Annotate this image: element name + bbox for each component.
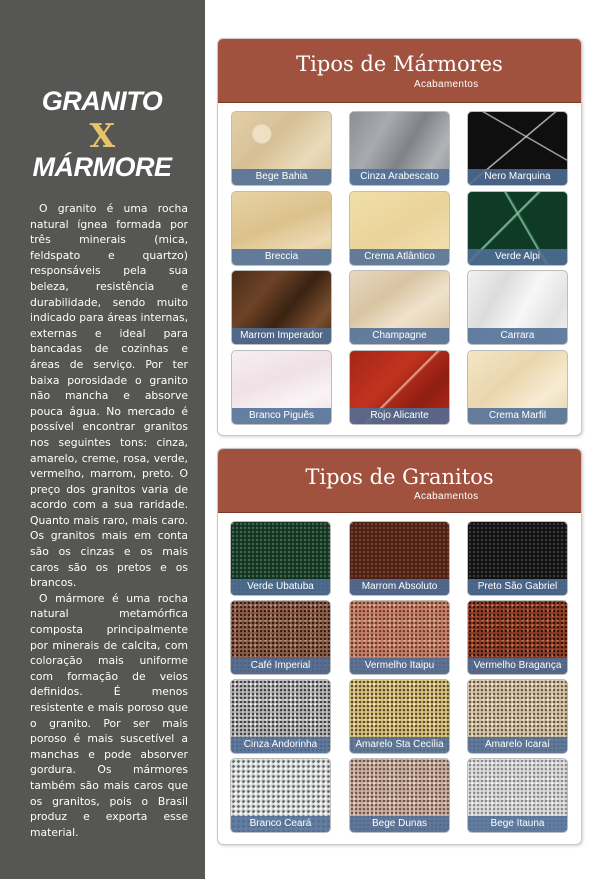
swatch-nero-marquina (467, 111, 568, 186)
swatch-marrom-imperador (231, 270, 332, 345)
swatch-breccia (231, 191, 332, 266)
swatch-label: Preto São Gabriel (468, 579, 567, 595)
swatch-cafe-imperial (230, 600, 331, 675)
swatch-label: Breccia (232, 249, 331, 265)
swatch-label: Rojo Alicante (350, 408, 449, 424)
swatch-marrom-absoluto (349, 521, 450, 596)
swatch-label: Marrom Absoluto (350, 579, 449, 595)
swatch-label: Crema Atlântico (350, 249, 449, 265)
swatch-label: Carrara (468, 328, 567, 344)
swatch-vermelho-braganca (467, 600, 568, 675)
swatch-label: Vermelho Itaipu (350, 658, 449, 674)
swatch-label: Bege Dunas (350, 816, 449, 832)
article-text (30, 201, 188, 840)
swatch-label: Crema Marfil (468, 408, 567, 424)
swatch-crema-marfil (467, 350, 568, 425)
swatch-branco-ceara (230, 758, 331, 833)
swatch-label: Branco Ceará (231, 816, 330, 832)
swatch-preto-sao-gabriel (467, 521, 568, 596)
marmores-header (218, 39, 581, 103)
swatch-label: Cinza Andorinha (231, 737, 330, 753)
marmores-title: Tipos de Mármores (296, 52, 503, 76)
swatch-label: Vermelho Bragança (468, 658, 567, 674)
swatch-branco-pigues (231, 350, 332, 425)
paragraph-granito: O granito é uma rocha natural ígnea formada por três minerais (mica, feldspato e quartzo) responsáveis pela sua beleza, resistência e durabilidade, sendo muito indicado para áreas internas, externas e ideal para bancadas de cozinhas e áreas de serviço. Por ter baixa porosidade o granito não mancha e absorve pouca água. No mercado é possível encontrar granitos nos seguintes tons: cinza, amarelo, creme, rosa, verde, vermelho, marrom, preto. O preço dos granitos varia de acordo com a sua raridade. Quanto mais raro, mais caro. Os granitos mais em conta são os cinzas e os mais caros são os pretos e os brancos. (30, 202, 188, 590)
swatch-label: Branco Piguês (232, 408, 331, 424)
marmores-panel (217, 38, 582, 436)
granitos-title: Tipos de Granitos (305, 465, 494, 489)
swatch-bege-dunas (349, 758, 450, 833)
swatch-label: Café Imperial (231, 658, 330, 674)
swatch-amarelo-icarai (467, 679, 568, 754)
swatch-label: Amarelo Sta Cecília (350, 737, 449, 753)
swatch-label: Marrom Imperador (232, 328, 331, 344)
swatch-label: Champagne (350, 328, 449, 344)
swatch-champagne (349, 270, 450, 345)
swatch-carrara (467, 270, 568, 345)
swatch-amarelo-sta-cecilia (349, 679, 450, 754)
title-marmore: MÁRMORE (32, 152, 172, 182)
swatch-cinza-arabescato (349, 111, 450, 186)
granitos-subtitle: Acabamentos (414, 491, 479, 502)
granitos-header (218, 449, 581, 513)
swatch-label: Bege Itauna (468, 816, 567, 832)
swatch-rojo-alicante (349, 350, 450, 425)
swatch-label: Bege Bahia (232, 169, 331, 185)
title-granito: GRANITO (41, 86, 163, 116)
swatch-label: Cinza Arabescato (350, 169, 449, 185)
swatch-verde-ubatuba (230, 521, 331, 596)
swatch-label: Nero Marquina (468, 169, 567, 185)
title-x: X (89, 116, 115, 155)
swatch-label: Amarelo Icaraí (468, 737, 567, 753)
paragraph-marmore: O mármore é uma rocha natural metamórfica composta principalmente por minerais de calcita, com coloração mais uniforme com formação de veios definidos. É menos resistente e mais poroso que o granito. Por ser mais poroso é mais suscetível a manchas e pode absorver gordura. Os mármores também são mais caros que os granitos, pois o Brasil produz e exporta esse material. (30, 591, 188, 839)
sidebar (0, 0, 205, 879)
swatch-label: Verde Ubatuba (231, 579, 330, 595)
swatch-label: Verde Alpi (468, 249, 567, 265)
granitos-panel (217, 448, 582, 845)
swatch-bege-bahia (231, 111, 332, 186)
swatch-vermelho-itaipu (349, 600, 450, 675)
swatch-crema-atlantico (349, 191, 450, 266)
swatch-bege-itauna (467, 758, 568, 833)
swatch-verde-alpi (467, 191, 568, 266)
swatch-cinza-andorinha (230, 679, 331, 754)
marmores-subtitle: Acabamentos (414, 79, 479, 90)
